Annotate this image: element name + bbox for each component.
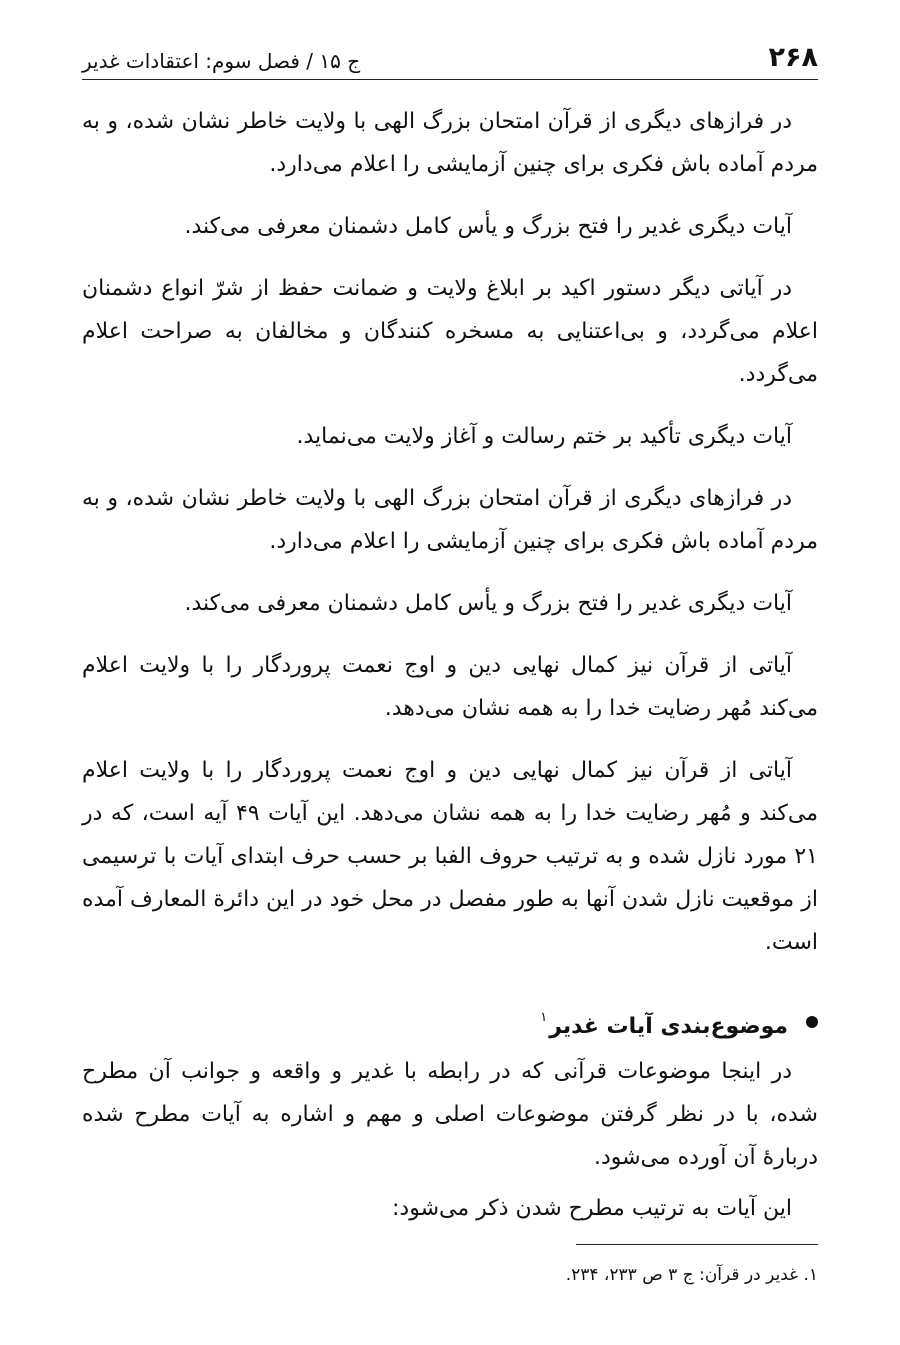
body-text bbox=[82, 100, 818, 1249]
section-heading-text bbox=[540, 996, 788, 1048]
bullet-icon bbox=[806, 1016, 818, 1028]
section-paragraph: این آیات به ترتیب مطرح شدن ذکر می‌شود: bbox=[392, 1196, 792, 1221]
page-header bbox=[82, 30, 818, 80]
footnote-divider bbox=[576, 1244, 818, 1245]
section-heading-label: موضوع‌بندی آیات غدیر bbox=[549, 1014, 788, 1039]
paragraph: در فرازهای دیگری از قرآن امتحان بزرگ الهی با ولایت خاطر نشان شده، و به مردم آماده باش فکری برای چنین آزمایشی را اعلام می‌دارد. bbox=[82, 109, 818, 177]
section-paragraph: در اینجا موضوعات قرآنی که در رابطه با غدیر و واقعه و جوانب آن مطرح شده، با در نظر گرفتن موضوعات اصلی و مهم و اشاره به آیات مطرح شده دربارۀ آن آورده می‌شود. bbox=[82, 1059, 818, 1170]
section-heading bbox=[82, 996, 818, 1048]
paragraph: آیاتی از قرآن نیز کمال نهایی دین و اوج نعمت پروردگار را با ولایت اعلام می‌کند و مُهر رضایت خدا را به همه نشان می‌دهد. این آیات ۴۹ آیه است، که در ۲۱ مورد نازل شده و به ترتیب حروف الفبا بر حسب حرف ابتدای آیات با ترسیمی از موقعیت نازل شدن آنها به طور مفصل در محل خود در این دائرة المعارف آمده است. bbox=[82, 758, 818, 955]
paragraph: آیات دیگری غدیر را فتح بزرگ و یأس کامل دشمنان معرفی می‌کند. bbox=[184, 214, 792, 239]
paragraph: در فرازهای دیگری از قرآن امتحان بزرگ الهی با ولایت خاطر نشان شده، و به مردم آماده باش فکری برای چنین آزمایشی را اعلام می‌دارد. bbox=[82, 486, 818, 554]
paragraph: آیات دیگری تأکید بر ختم رسالت و آغاز ولایت می‌نماید. bbox=[296, 424, 792, 449]
running-head: ج ۱۵ / فصل سوم: اعتقادات غدیر bbox=[82, 49, 361, 73]
paragraph: آیاتی از قرآن نیز کمال نهایی دین و اوج نعمت پروردگار را با ولایت اعلام می‌کند مُهر رضایت خدا را به همه نشان می‌دهد. bbox=[82, 653, 818, 721]
page-number: ۲۶۸ bbox=[768, 42, 818, 73]
paragraph: در آیاتی دیگر دستور اکید بر ابلاغ ولایت و ضمانت حفظ از شرّ انواع دشمنان اعلام می‌گردد، و بی‌اعتنایی به مسخره کنندگان و مخالفان به صراحت اعلام می‌گردد. bbox=[82, 276, 818, 387]
paragraph: آیات دیگری غدیر را فتح بزرگ و یأس کامل دشمنان معرفی می‌کند. bbox=[184, 591, 792, 616]
footnote: ۱. غدیر در قرآن: ج ۳ ص ۲۳۳، ۲۳۴. bbox=[565, 1265, 818, 1285]
footnote-marker[interactable]: ۱ bbox=[540, 1010, 548, 1025]
